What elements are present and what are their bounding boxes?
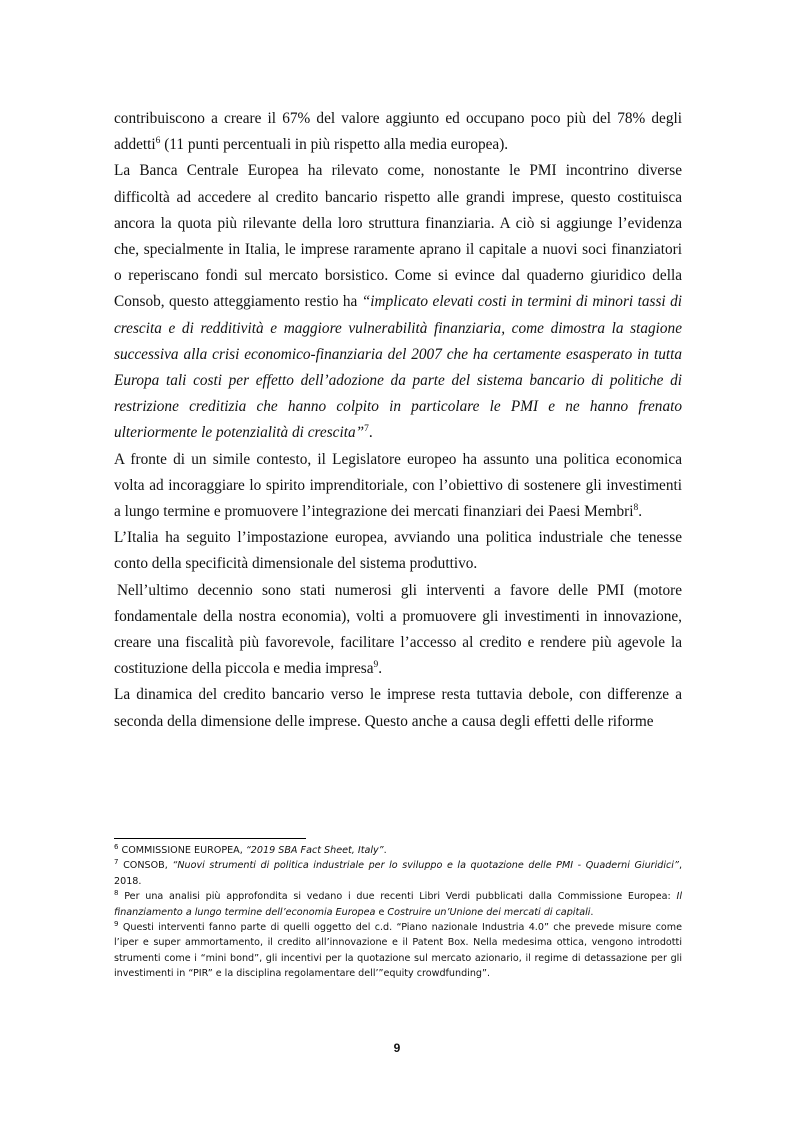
- paragraph-1: contribuiscono a creare il 67% del valore aggiunto ed occupano poco più del 78% degli addetti$^6$ (11 punti percentuali in più rispetto alla media europea).: [114, 110, 682, 154]
- footnote-7: $^7$ CONSOB, “Nuovi strumenti di politica industriale per lo sviluppo e la quotazione delle PMI - Quaderni Giuridici”, 2018.: [114, 858, 682, 887]
- footnote-ref-7[interactable]: 7: [364, 424, 369, 435]
- footnotes: [114, 843, 682, 982]
- footnote-ref-8[interactable]: 8: [633, 502, 639, 513]
- footnote-8: $^8$ Per una analisi più approfondita si vedano i due recenti Libri Verdi pubblicati dalla Commissione Europea: Il finanziamento a lungo termine dell’economia Europea e Costruire un’Unione dei mercati di capitali.: [114, 889, 682, 918]
- paragraph-2: La Banca Centrale Europea ha rilevato come, nonostante le PMI incontrino diverse difficoltà ad accedere al credito bancario rispetto alle grandi imprese, questo costituisca ancora la quota più rilevante della loro struttura finanziaria. A ciò si aggiunge l’evidenza che, specialmente in Italia, le imprese raramente aprano il capitale a nuovi soci finanziatori o reperiscano fondi sul mercato borsistico. Come si evince dal quaderno giuridico della Consob, questo atteggiamento restio ha “implicato elevati costi in termini di minori tassi di crescita e di redditività e maggiore vulnerabilità finanziaria, come dimostra la stagione successiva alla crisi economico-finanziaria del 2007 che ha certamente esasperato in tutta Europa tali costi per effetto dell’adozione da parte del sistema bancario di politiche di restrizione creditizia che hanno colpito in particolare le PMI e ne hanno frenato ulteriormente le potenzialità di crescita”$^7$.: [114, 162, 682, 442]
- body-text: [114, 106, 682, 735]
- consob-quote: “implicato elevati costi in termini di minori tassi di crescita e di redditività e maggiore vulnerabilità finanziaria, come dimostra la stagione successiva alla crisi economico-finanziaria del 2007 che ha certamente esasperato in tutta Europa tali costi per effetto dell’adozione da parte del sistema bancario di politiche di restrizione creditizia che hanno colpito in particolare le PMI e ne hanno frenato ulteriormente le potenzialità di crescita”: [114, 293, 682, 442]
- paragraph-3: A fronte di un simile contesto, il Legislatore europeo ha assunto una politica economica volta ad incoraggiare lo spirito imprenditoriale, con l’obiettivo di sostenere gli investimenti a lungo termine e promuovere l’integrazione dei mercati finanziari dei Paesi Membri$^8$.: [114, 450, 682, 521]
- footnote-9: $^9$ Questi interventi fanno parte di quelli oggetto del c.d. “Piano nazionale Industria 4.0” che prevede misure come l’iper e super ammortamento, il credito all’innovazione e il Patent Box. Nella medesima ottica, vengono introdotti strumenti come i “mini bond”, gli incentivi per la quotazione sul mercato azionario, il regime di detassazione per gli investimenti in “PIR” e la disciplina regolamentare dell’”equity crowdfunding”.: [114, 919, 682, 980]
- footnote-6: $^6$ COMMISSIONE EUROPEA, “2019 SBA Fact Sheet, Italy”.: [114, 842, 387, 856]
- footnote-separator: [114, 838, 306, 839]
- paragraph-6: La dinamica del credito bancario verso le imprese resta tuttavia debole, con differenze a seconda della dimensione delle imprese. Questo anche a causa degli effetti delle riforme: [114, 686, 682, 730]
- footnote-ref-9[interactable]: 9: [373, 660, 379, 671]
- paragraph-4: L’Italia ha seguito l’impostazione europea, avviando una politica industriale che tenesse conto della specificità dimensionale del sistema produttivo.: [114, 529, 682, 573]
- page-number: 9: [393, 1041, 401, 1055]
- paragraph-5: Nell’ultimo decennio sono stati numerosi gli interventi a favore delle PMI (motore fondamentale della nostra economia), volti a promuovere gli investimenti in innovazione, creare una fiscalità più favorevole, facilitare l’accesso al credito e rendere più agevole la costituzione della piccola e media impresa$^9$.: [114, 581, 682, 678]
- footnote-ref-6[interactable]: 6: [155, 136, 161, 147]
